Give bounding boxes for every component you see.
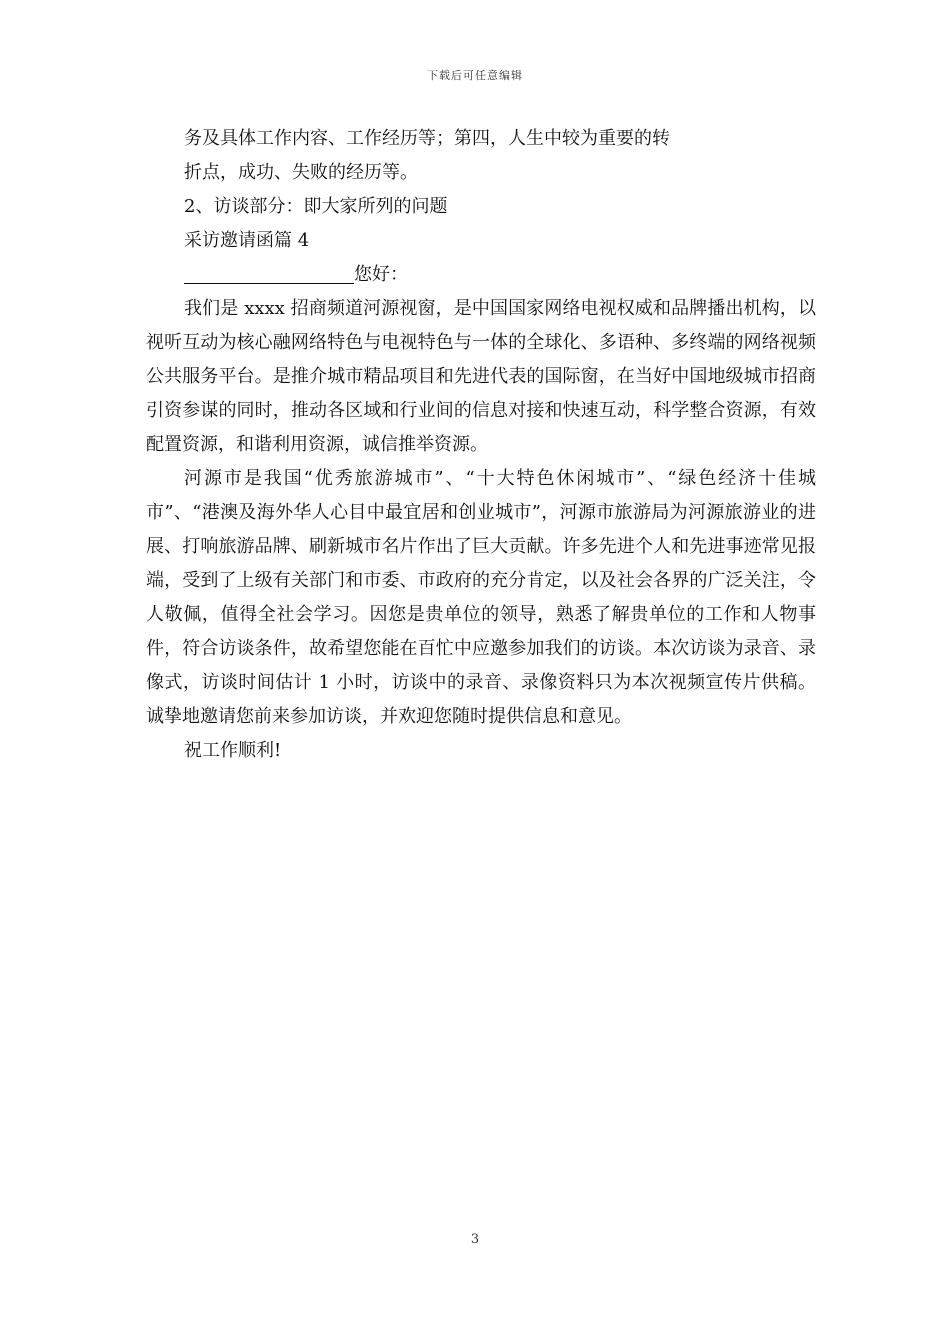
letter-title: 采访邀请函篇 4: [184, 230, 310, 251]
greeting-line: [146, 258, 816, 292]
recipient-blank: [184, 261, 354, 284]
paragraph-intro: 我们是 xxxx 招商频道河源视窗，是中国国家网络电视权威和品牌播出机构，以视听互动为核心融网络特色与电视特色与一体的全球化、多语种、多终端的网络视频公共服务平台。是推介城市精品项目和先进代表的国际窗，在当好中国地级城市招商引资参谋的同时，推动各区域和行业间的信息对接和快速互动，科学整合资源，有效配置资源，和谐利用资源，诚信推举资源。: [146, 298, 816, 455]
page-header: 下载后可任意编辑: [427, 69, 523, 82]
closing-wish: 祝工作顺利!: [184, 740, 282, 761]
greeting-text: 您好：: [354, 264, 408, 285]
page-number: 3: [470, 1232, 480, 1247]
section-heading-interview: 2、访谈部分：即大家所列的问题: [184, 196, 448, 217]
paragraph-invitation: 河源市是我国“优秀旅游城市”、“十大特色休闲城市”、“绿色经济十佳城市”、“港澳及海外华人心目中最宜居和创业城市”，河源市旅游局为河源旅游业的进展、打响旅游品牌、刷新城市名片作出了巨大贡献。许多先进个人和先进事迹常见报端，受到了上级有关部门和市委、市政府的充分肯定，以及社会各界的广泛关注，令人敬佩，值得全社会学习。因您是贵单位的领导，熟悉了解贵单位的工作和人物事件，符合访谈条件，故希望您能在百忙中应邀参加我们的访谈。本次访谈为录音、录像式，访谈时间估计 1 小时，访谈中的录音、录像资料只为本次视频宣传片供稿。诚挚地邀请您前来参加访谈，并欢迎您随时提供信息和意见。: [146, 468, 816, 727]
continued-line-1: 务及具体工作内容、工作经历等；第四，人生中较为重要的转: [184, 128, 670, 149]
continued-line-2: 折点，成功、失败的经历等。: [184, 162, 418, 183]
document-body: [146, 122, 816, 768]
